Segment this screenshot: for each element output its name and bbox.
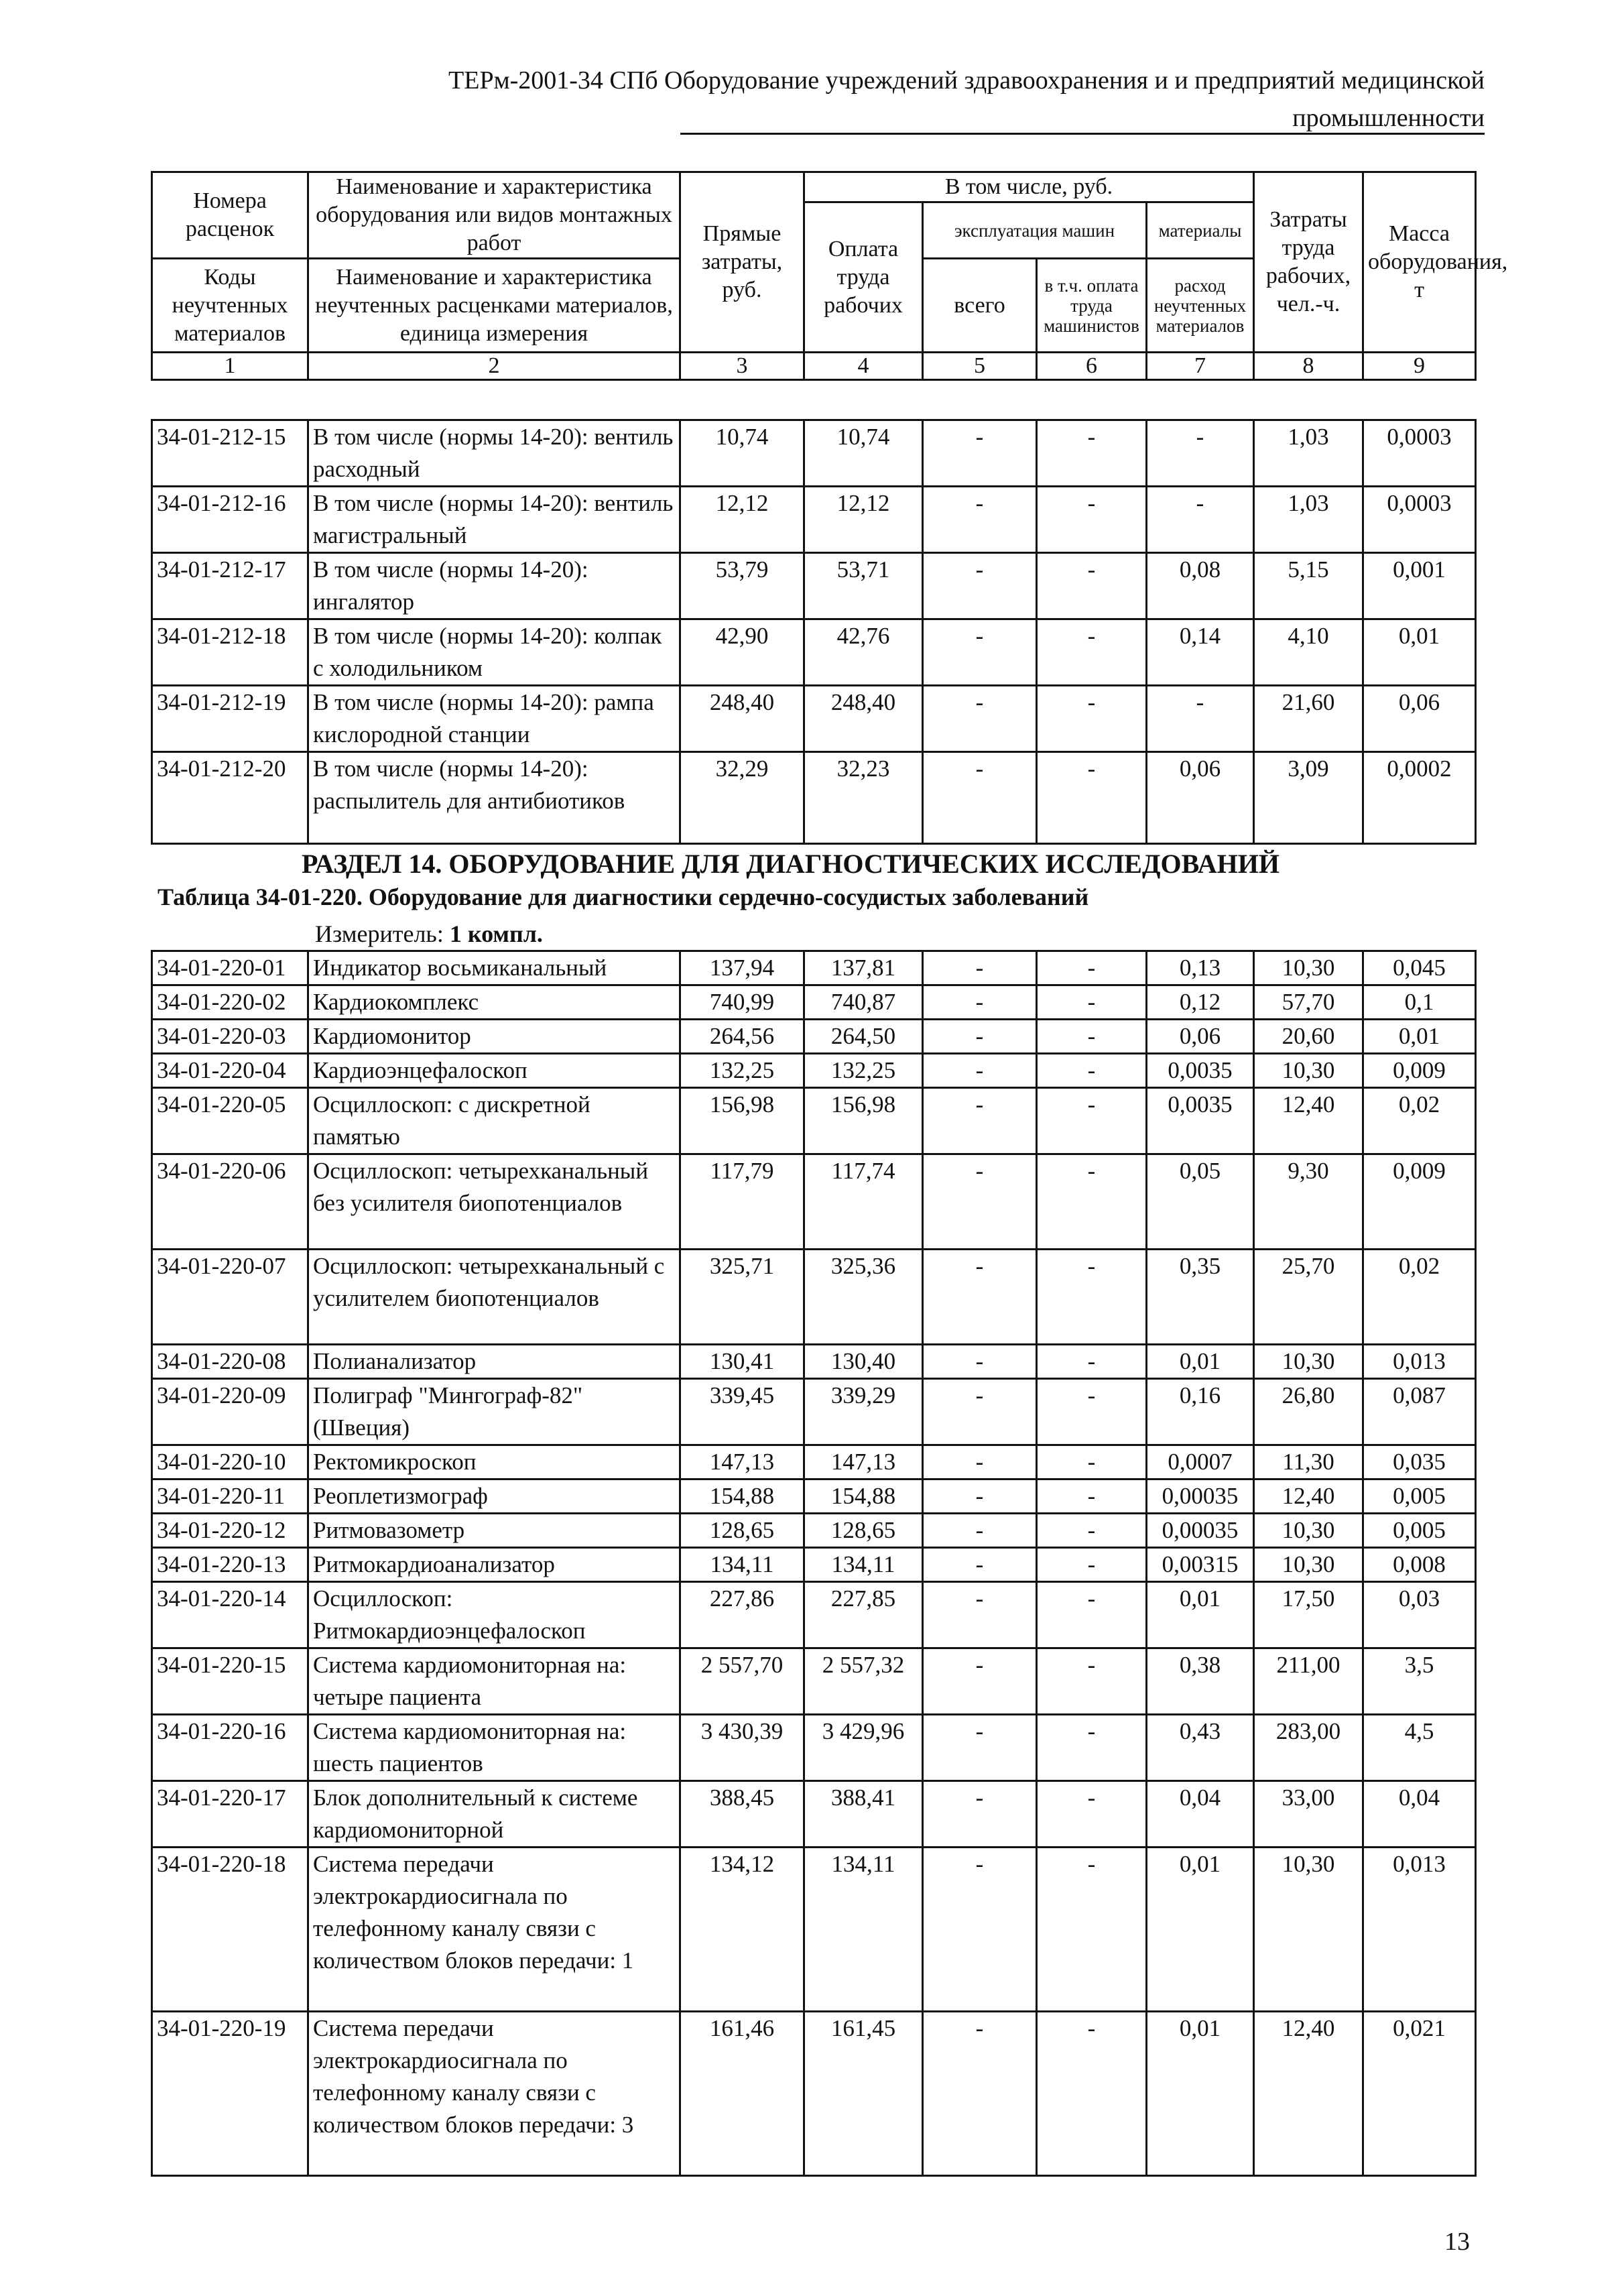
cell-labor: 53,71	[804, 553, 923, 619]
cell-code: 34-01-220-06	[152, 1154, 308, 1250]
cell-mach-labor: -	[1037, 619, 1147, 686]
cell-direct: 161,46	[680, 2012, 804, 2176]
cell-mat: 0,00315	[1147, 1548, 1254, 1582]
cell-mach: -	[923, 1479, 1037, 1514]
cell-mass: 0,005	[1363, 1514, 1476, 1548]
cell-hours: 17,50	[1254, 1582, 1363, 1648]
cell-mach: -	[923, 686, 1037, 752]
cell-name: Кардиокомплекс	[308, 985, 680, 1020]
cell-code: 34-01-220-05	[152, 1088, 308, 1154]
cell-direct: 42,90	[680, 619, 804, 686]
cell-name: Осциллоскоп: Ритмокардиоэнцефалоскоп	[308, 1582, 680, 1648]
cell-name: Ректомикроскоп	[308, 1445, 680, 1479]
header-rule	[680, 133, 1485, 135]
cell-hours: 57,70	[1254, 985, 1363, 1020]
cell-mach-labor: -	[1037, 1020, 1147, 1054]
cell-mach: -	[923, 1715, 1037, 1781]
cell-direct: 227,86	[680, 1582, 804, 1648]
measure-value: 1 компл.	[449, 920, 543, 947]
table-row	[152, 1548, 1476, 1582]
cell-labor: 156,98	[804, 1088, 923, 1154]
cell-labor: 130,40	[804, 1345, 923, 1379]
cell-code: 34-01-220-12	[152, 1514, 308, 1548]
cell-mach: -	[923, 1548, 1037, 1582]
cell-mach: -	[923, 985, 1037, 1020]
cell-mach: -	[923, 1054, 1037, 1088]
cell-mass: 0,02	[1363, 1250, 1476, 1345]
measure-line	[315, 920, 543, 948]
cell-direct: 117,79	[680, 1154, 804, 1250]
cell-mass: 0,01	[1363, 619, 1476, 686]
cell-hours: 12,40	[1254, 1088, 1363, 1154]
cell-mach: -	[923, 1445, 1037, 1479]
cell-mach: -	[923, 1379, 1037, 1445]
cell-code: 34-01-220-02	[152, 985, 308, 1020]
cell-labor: 339,29	[804, 1379, 923, 1445]
cell-mach-labor: -	[1037, 1582, 1147, 1648]
cell-name: Полианализатор	[308, 1345, 680, 1379]
cell-name: Осциллоскоп: четырехканальный с усилителем биопотенциалов	[308, 1250, 680, 1345]
cell-direct: 248,40	[680, 686, 804, 752]
cell-mach: -	[923, 420, 1037, 487]
cell-mach-labor: -	[1037, 1379, 1147, 1445]
cell-labor: 10,74	[804, 420, 923, 487]
cell-hours: 11,30	[1254, 1445, 1363, 1479]
cell-mat: 0,06	[1147, 1020, 1254, 1054]
cell-labor: 128,65	[804, 1514, 923, 1548]
cell-direct: 3 430,39	[680, 1715, 804, 1781]
cell-mat: 0,01	[1147, 1345, 1254, 1379]
hdr-num-4: 4	[804, 353, 923, 380]
cell-hours: 26,80	[1254, 1379, 1363, 1445]
cell-direct: 740,99	[680, 985, 804, 1020]
cell-mat: 0,0035	[1147, 1088, 1254, 1154]
cell-mat: 0,12	[1147, 985, 1254, 1020]
cell-mach-labor: -	[1037, 1548, 1147, 1582]
cell-name: Система кардиомониторная на: шесть пациентов	[308, 1715, 680, 1781]
hdr-direct: Прямые затраты, руб.	[680, 172, 804, 353]
table-row	[152, 1715, 1476, 1781]
cell-mass: 0,013	[1363, 1848, 1476, 2012]
cell-mat: 0,01	[1147, 1848, 1254, 2012]
cell-mach: -	[923, 1648, 1037, 1715]
hdr-labor: Оплата труда рабочих	[804, 202, 923, 353]
hdr-num-5: 5	[923, 353, 1037, 380]
cell-name: Индикатор восьмиканальный	[308, 951, 680, 985]
cell-labor: 147,13	[804, 1445, 923, 1479]
cell-mass: 0,005	[1363, 1479, 1476, 1514]
cell-mat: 0,06	[1147, 752, 1254, 844]
cell-code: 34-01-220-14	[152, 1582, 308, 1648]
cell-labor: 42,76	[804, 619, 923, 686]
cell-mat: 0,00035	[1147, 1514, 1254, 1548]
cell-name: Реоплетизмограф	[308, 1479, 680, 1514]
hdr-machines: эксплуатация машин	[923, 202, 1147, 259]
cell-name: В том числе (нормы 14-20): рампа кислородной станции	[308, 686, 680, 752]
cell-name: Система кардиомониторная на: четыре пациента	[308, 1648, 680, 1715]
hdr-num-7: 7	[1147, 353, 1254, 380]
cell-mach-labor: -	[1037, 1054, 1147, 1088]
cell-name: В том числе (нормы 14-20): вентиль расходный	[308, 420, 680, 487]
hdr-mass: Масса оборудования, т	[1363, 172, 1476, 353]
cell-name: В том числе (нормы 14-20): вентиль магистральный	[308, 487, 680, 553]
cell-mach: -	[923, 1582, 1037, 1648]
table-row	[152, 1781, 1476, 1848]
cell-mach: -	[923, 1088, 1037, 1154]
cell-mass: 0,03	[1363, 1582, 1476, 1648]
cell-mat: 0,43	[1147, 1715, 1254, 1781]
cell-hours: 4,10	[1254, 619, 1363, 686]
cell-code: 34-01-220-01	[152, 951, 308, 985]
table-row	[152, 1054, 1476, 1088]
table-row	[152, 1479, 1476, 1514]
table-header	[151, 171, 1508, 381]
cell-mach-labor: -	[1037, 686, 1147, 752]
cell-code: 34-01-212-16	[152, 487, 308, 553]
cell-mach-labor: -	[1037, 1345, 1147, 1379]
table-34-01-220	[151, 950, 1477, 2177]
cell-mat: 0,35	[1147, 1250, 1254, 1345]
cell-hours: 1,03	[1254, 420, 1363, 487]
hdr-materials: материалы	[1147, 202, 1254, 259]
cell-labor: 161,45	[804, 2012, 923, 2176]
cell-name: Ритмовазометр	[308, 1514, 680, 1548]
cell-hours: 10,30	[1254, 951, 1363, 985]
cell-direct: 10,74	[680, 420, 804, 487]
cell-mach-labor: -	[1037, 2012, 1147, 2176]
hdr-mach-total: всего	[923, 259, 1037, 353]
cell-direct: 339,45	[680, 1379, 804, 1445]
cell-mach: -	[923, 487, 1037, 553]
table-34-01-212	[151, 419, 1477, 845]
table-row	[152, 1514, 1476, 1548]
cell-hours: 12,40	[1254, 2012, 1363, 2176]
cell-hours: 25,70	[1254, 1250, 1363, 1345]
cell-hours: 9,30	[1254, 1154, 1363, 1250]
cell-mach-labor: -	[1037, 1445, 1147, 1479]
cell-mach: -	[923, 1250, 1037, 1345]
cell-direct: 137,94	[680, 951, 804, 985]
cell-direct: 388,45	[680, 1781, 804, 1848]
table-row	[152, 1154, 1476, 1250]
cell-code: 34-01-212-19	[152, 686, 308, 752]
hdr-num-2: 2	[308, 353, 680, 380]
cell-labor: 2 557,32	[804, 1648, 923, 1715]
cell-name: Кардиоэнцефалоскоп	[308, 1054, 680, 1088]
cell-labor: 134,11	[804, 1848, 923, 2012]
table-row	[152, 619, 1476, 686]
cell-mass: 0,009	[1363, 1054, 1476, 1088]
hdr-codes-bottom: Коды неучтенных материалов	[152, 259, 308, 353]
cell-mach-labor: -	[1037, 1250, 1147, 1345]
cell-direct: 132,25	[680, 1054, 804, 1088]
cell-mass: 0,013	[1363, 1345, 1476, 1379]
hdr-codes-top: Номера расценок	[152, 172, 308, 259]
cell-direct: 12,12	[680, 487, 804, 553]
cell-mach: -	[923, 752, 1037, 844]
cell-mach-labor: -	[1037, 985, 1147, 1020]
table-row	[152, 2012, 1476, 2176]
cell-hours: 10,30	[1254, 1345, 1363, 1379]
cell-mat: 0,08	[1147, 553, 1254, 619]
cell-direct: 147,13	[680, 1445, 804, 1479]
cell-hours: 20,60	[1254, 1020, 1363, 1054]
hdr-name-top: Наименование и характеристика оборудования или видов монтажных работ	[308, 172, 680, 259]
cell-mach: -	[923, 1514, 1037, 1548]
hdr-num-8: 8	[1254, 353, 1363, 380]
cell-mach-labor: -	[1037, 951, 1147, 985]
cell-mat: -	[1147, 487, 1254, 553]
hdr-num-3: 3	[680, 353, 804, 380]
page-number: 13	[1444, 2228, 1470, 2256]
cell-mass: 0,001	[1363, 553, 1476, 619]
cell-hours: 10,30	[1254, 1848, 1363, 2012]
hdr-num-9: 9	[1363, 353, 1476, 380]
cell-name: Ритмокардиоанализатор	[308, 1548, 680, 1582]
cell-name: Система передачи электрокардиосигнала по телефонному каналу связи с количеством блоков передачи: 1	[308, 1848, 680, 2012]
cell-labor: 325,36	[804, 1250, 923, 1345]
hdr-group: В том числе, руб.	[804, 172, 1254, 202]
cell-mass: 0,045	[1363, 951, 1476, 985]
cell-mass: 0,008	[1363, 1548, 1476, 1582]
cell-name: Осциллоскоп: с дискретной памятью	[308, 1088, 680, 1154]
cell-mat: 0,00035	[1147, 1479, 1254, 1514]
table-row	[152, 1020, 1476, 1054]
cell-labor: 137,81	[804, 951, 923, 985]
cell-mat: -	[1147, 420, 1254, 487]
cell-mat: 0,16	[1147, 1379, 1254, 1445]
running-header: ТЕРм-2001-34 СПб Оборудование учреждений здравоохранения и и предприятий медицинской промышленности	[448, 66, 1485, 132]
cell-mach-labor: -	[1037, 487, 1147, 553]
cell-mass: 0,06	[1363, 686, 1476, 752]
table-row	[152, 1250, 1476, 1345]
cell-mach-labor: -	[1037, 1848, 1147, 2012]
cell-mass: 0,087	[1363, 1379, 1476, 1445]
cell-mass: 3,5	[1363, 1648, 1476, 1715]
cell-mass: 0,0003	[1363, 487, 1476, 553]
cell-mass: 0,021	[1363, 2012, 1476, 2176]
cell-mach: -	[923, 2012, 1037, 2176]
cell-code: 34-01-220-18	[152, 1848, 308, 2012]
cell-code: 34-01-212-17	[152, 553, 308, 619]
cell-hours: 1,03	[1254, 487, 1363, 553]
section-title: РАЗДЕЛ 14. ОБОРУДОВАНИЕ ДЛЯ ДИАГНОСТИЧЕСКИХ ИССЛЕДОВАНИЙ	[302, 849, 1280, 879]
cell-labor: 32,23	[804, 752, 923, 844]
cell-mach-labor: -	[1037, 1088, 1147, 1154]
cell-labor: 134,11	[804, 1548, 923, 1582]
cell-direct: 130,41	[680, 1345, 804, 1379]
cell-direct: 128,65	[680, 1514, 804, 1548]
cell-name: В том числе (нормы 14-20): ингалятор	[308, 553, 680, 619]
cell-mass: 0,0002	[1363, 752, 1476, 844]
cell-labor: 388,41	[804, 1781, 923, 1848]
cell-mach-labor: -	[1037, 1479, 1147, 1514]
cell-labor: 117,74	[804, 1154, 923, 1250]
cell-mach-labor: -	[1037, 420, 1147, 487]
cell-name: Блок дополнительный к системе кардиомониторной	[308, 1781, 680, 1848]
cell-mach-labor: -	[1037, 1715, 1147, 1781]
cell-code: 34-01-220-10	[152, 1445, 308, 1479]
cell-mat: 0,01	[1147, 2012, 1254, 2176]
cell-code: 34-01-220-15	[152, 1648, 308, 1715]
cell-name: В том числе (нормы 14-20): колпак с холодильником	[308, 619, 680, 686]
cell-hours: 10,30	[1254, 1054, 1363, 1088]
cell-mass: 0,0003	[1363, 420, 1476, 487]
cell-name: Полиграф "Мингограф-82" (Швеция)	[308, 1379, 680, 1445]
cell-mass: 0,1	[1363, 985, 1476, 1020]
cell-mat: 0,38	[1147, 1648, 1254, 1715]
cell-labor: 132,25	[804, 1054, 923, 1088]
cell-labor: 154,88	[804, 1479, 923, 1514]
cell-mach-labor: -	[1037, 752, 1147, 844]
cell-mat: 0,01	[1147, 1582, 1254, 1648]
cell-direct: 154,88	[680, 1479, 804, 1514]
cell-mat: 0,14	[1147, 619, 1254, 686]
cell-direct: 2 557,70	[680, 1648, 804, 1715]
cell-mach: -	[923, 619, 1037, 686]
cell-mass: 0,009	[1363, 1154, 1476, 1250]
cell-code: 34-01-220-16	[152, 1715, 308, 1781]
table-row	[152, 1582, 1476, 1648]
cell-code: 34-01-220-17	[152, 1781, 308, 1848]
cell-direct: 264,56	[680, 1020, 804, 1054]
cell-mach: -	[923, 1020, 1037, 1054]
cell-mass: 0,035	[1363, 1445, 1476, 1479]
cell-mach-labor: -	[1037, 553, 1147, 619]
cell-mat: -	[1147, 686, 1254, 752]
cell-mach: -	[923, 1345, 1037, 1379]
hdr-mach-labor: в т.ч. оплата труда машинистов	[1037, 259, 1147, 353]
cell-mach-labor: -	[1037, 1514, 1147, 1548]
cell-code: 34-01-220-08	[152, 1345, 308, 1379]
cell-code: 34-01-220-03	[152, 1020, 308, 1054]
cell-hours: 283,00	[1254, 1715, 1363, 1781]
cell-hours: 12,40	[1254, 1479, 1363, 1514]
hdr-num-1: 1	[152, 353, 308, 380]
cell-name: В том числе (нормы 14-20): распылитель для антибиотиков	[308, 752, 680, 844]
cell-direct: 325,71	[680, 1250, 804, 1345]
cell-code: 34-01-220-13	[152, 1548, 308, 1582]
measure-label: Измеритель:	[315, 920, 444, 947]
cell-direct: 32,29	[680, 752, 804, 844]
cell-mat: 0,0035	[1147, 1054, 1254, 1088]
cell-hours: 33,00	[1254, 1781, 1363, 1848]
cell-hours: 211,00	[1254, 1648, 1363, 1715]
hdr-materials-use: расход неучтенных материалов	[1147, 259, 1254, 353]
table-row	[152, 1445, 1476, 1479]
cell-code: 34-01-220-04	[152, 1054, 308, 1088]
cell-labor: 12,12	[804, 487, 923, 553]
hdr-name-bottom: Наименование и характеристика неучтенных расценками материалов, единица измерения	[308, 259, 680, 353]
cell-hours: 10,30	[1254, 1548, 1363, 1582]
cell-mass: 0,02	[1363, 1088, 1476, 1154]
cell-mat: 0,0007	[1147, 1445, 1254, 1479]
cell-hours: 10,30	[1254, 1514, 1363, 1548]
cell-code: 34-01-212-18	[152, 619, 308, 686]
cell-name: Осциллоскоп: четырехканальный без усилителя биопотенциалов	[308, 1154, 680, 1250]
table-row	[152, 1345, 1476, 1379]
table-row	[152, 553, 1476, 619]
cell-code: 34-01-220-11	[152, 1479, 308, 1514]
cell-labor: 740,87	[804, 985, 923, 1020]
table-row	[152, 1379, 1476, 1445]
table-row	[152, 1648, 1476, 1715]
cell-mach-labor: -	[1037, 1648, 1147, 1715]
cell-mach-labor: -	[1037, 1781, 1147, 1848]
cell-code: 34-01-212-15	[152, 420, 308, 487]
table-row	[152, 1088, 1476, 1154]
cell-name: Система передачи электрокардиосигнала по телефонному каналу связи с количеством блоков передачи: 3	[308, 2012, 680, 2176]
table-row	[152, 487, 1476, 553]
cell-labor: 248,40	[804, 686, 923, 752]
hdr-hours: Затраты труда рабочих, чел.-ч.	[1254, 172, 1363, 353]
cell-labor: 3 429,96	[804, 1715, 923, 1781]
table-row	[152, 985, 1476, 1020]
table-row	[152, 420, 1476, 487]
table-row	[152, 951, 1476, 985]
cell-code: 34-01-212-20	[152, 752, 308, 844]
cell-direct: 156,98	[680, 1088, 804, 1154]
cell-mach-labor: -	[1037, 1154, 1147, 1250]
cell-mach: -	[923, 951, 1037, 985]
table-title: Таблица 34-01-220. Оборудование для диагностики сердечно-сосудистых заболеваний	[158, 884, 1089, 910]
cell-mass: 4,5	[1363, 1715, 1476, 1781]
cell-hours: 5,15	[1254, 553, 1363, 619]
cell-code: 34-01-220-07	[152, 1250, 308, 1345]
table-row	[152, 686, 1476, 752]
hdr-num-6: 6	[1037, 353, 1147, 380]
cell-code: 34-01-220-09	[152, 1379, 308, 1445]
cell-direct: 134,12	[680, 1848, 804, 2012]
cell-mass: 0,04	[1363, 1781, 1476, 1848]
cell-mat: 0,05	[1147, 1154, 1254, 1250]
cell-hours: 3,09	[1254, 752, 1363, 844]
cell-labor: 264,50	[804, 1020, 923, 1054]
cell-mat: 0,04	[1147, 1781, 1254, 1848]
cell-code: 34-01-220-19	[152, 2012, 308, 2176]
cell-direct: 134,11	[680, 1548, 804, 1582]
table-row	[152, 1848, 1476, 2012]
cell-hours: 21,60	[1254, 686, 1363, 752]
cell-mach: -	[923, 553, 1037, 619]
table-row	[152, 752, 1476, 844]
cell-labor: 227,85	[804, 1582, 923, 1648]
cell-mach: -	[923, 1781, 1037, 1848]
cell-mat: 0,13	[1147, 951, 1254, 985]
cell-mach: -	[923, 1154, 1037, 1250]
cell-direct: 53,79	[680, 553, 804, 619]
cell-mass: 0,01	[1363, 1020, 1476, 1054]
cell-name: Кардиомонитор	[308, 1020, 680, 1054]
cell-mach: -	[923, 1848, 1037, 2012]
